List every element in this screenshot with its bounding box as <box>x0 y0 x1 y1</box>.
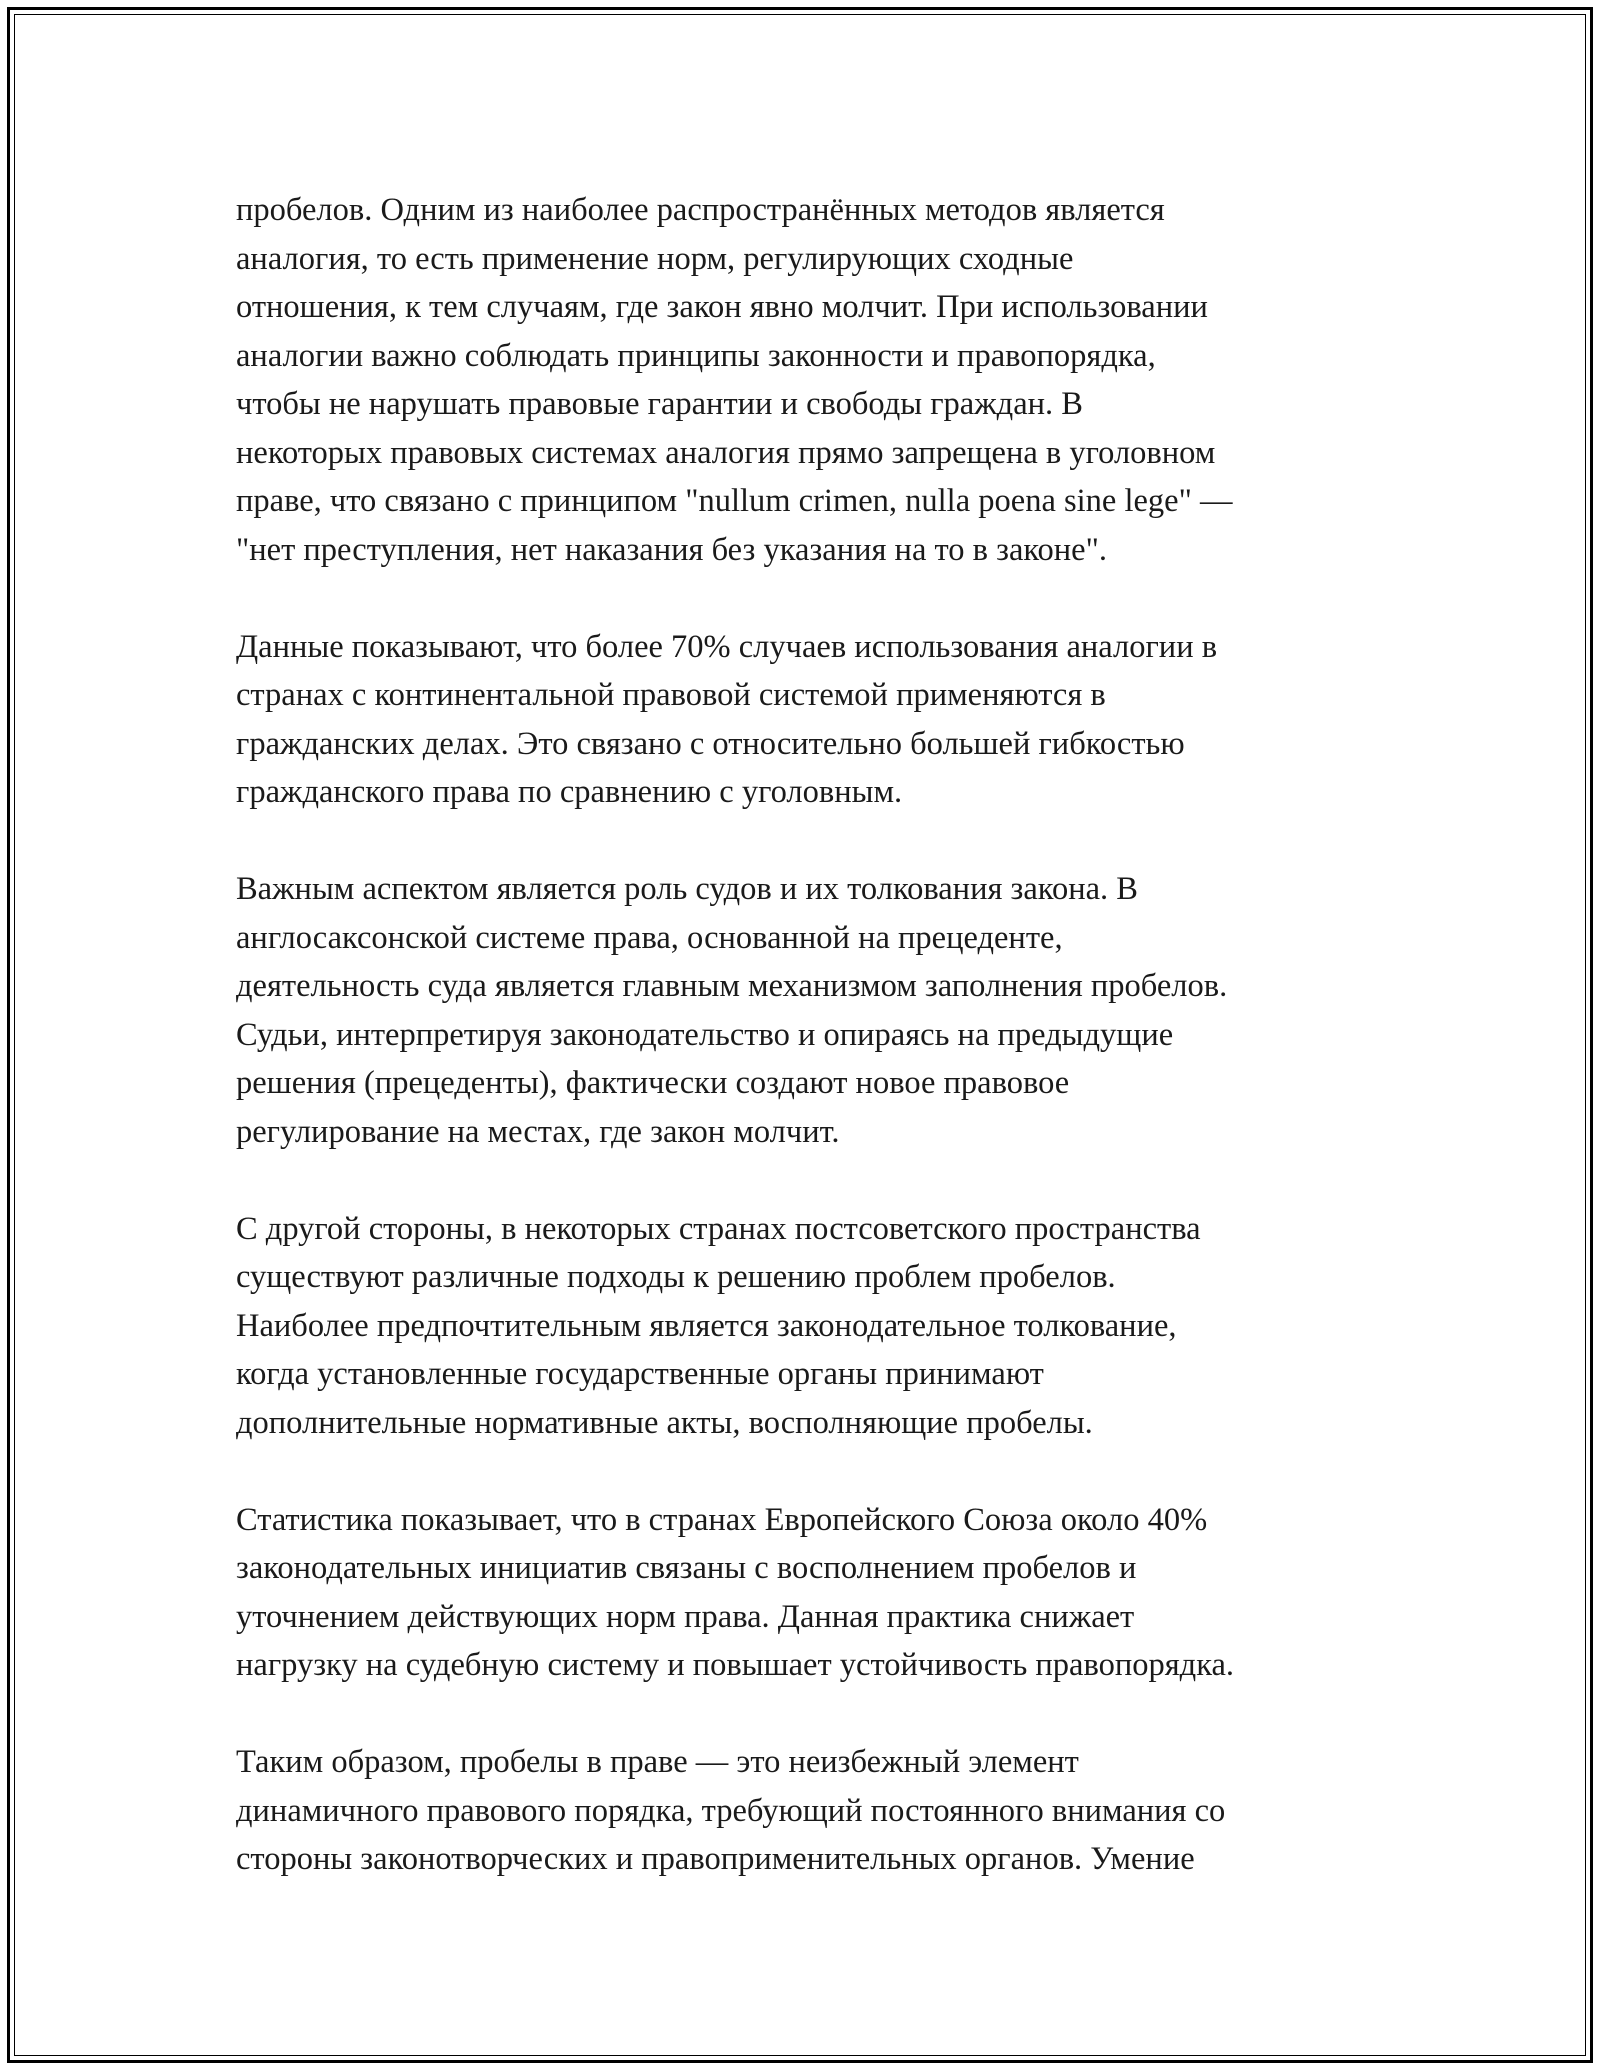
text-line: Судьи, интерпретируя законодательство и опираясь на предыдущие <box>236 1016 1174 1053</box>
text-line: странах с континентальной правовой системой применяются в <box>236 677 1106 713</box>
text-line: Наиболее предпочтительным является законодательное толкование, <box>236 1307 1177 1344</box>
text-line: англосаксонской системе права, основанной на прецеденте, <box>236 919 1063 956</box>
paragraph-3 <box>236 865 1396 1156</box>
text-line: существуют различные подходы к решению проблем пробелов. <box>236 1259 1116 1295</box>
text-line: регулирование на местах, где закон молчит. <box>236 1113 840 1150</box>
text-line: когда установленные государственные органы принимают <box>236 1356 1044 1392</box>
text-line: стороны законотворческих и правоприменительных органов. Умение <box>236 1841 1195 1877</box>
text-line: динамичного правового порядка, требующий постоянного внимания со <box>236 1792 1226 1829</box>
text-line: Данные показывают, что более 70% случаев использования аналогии в <box>236 628 1218 665</box>
text-line: Статистика показывает, что в странах Европейского Союза около 40% <box>236 1501 1208 1538</box>
text-line: решения (прецеденты), фактически создают новое правовое <box>236 1065 1070 1101</box>
text-line: законодательных инициатив связаны с восполнением пробелов и <box>236 1550 1137 1586</box>
text-line: деятельность суда является главным механизмом заполнения пробелов. <box>236 968 1228 1004</box>
text-line: праве, что связано с принципом "nullum crimen, nulla poena sine lege" — <box>236 483 1233 519</box>
text-line: гражданских делах. Это связано с относительно большей гибкостью <box>236 725 1185 762</box>
text-line: аналогия, то есть применение норм, регулирующих сходные <box>236 240 1074 277</box>
text-line: "нет преступления, нет наказания без указания на то в законе". <box>236 531 1107 568</box>
text-line: С другой стороны, в некоторых странах постсоветского пространства <box>236 1210 1201 1247</box>
paragraph-1 <box>236 186 1396 574</box>
text-line: пробелов. Одним из наиболее распространённых методов является <box>236 192 1165 228</box>
paragraph-4 <box>236 1205 1396 1448</box>
text-line: некоторых правовых системах аналогия прямо запрещена в уголовном <box>236 434 1216 471</box>
paragraph-2 <box>236 623 1396 817</box>
text-line: чтобы не нарушать правовые гарантии и свободы граждан. В <box>236 386 1083 422</box>
text-line: отношения, к тем случаям, где закон явно молчит. При использовании <box>236 289 1208 325</box>
paragraph-6 <box>236 1738 1396 1884</box>
text-line: Важным аспектом является роль судов и их толкования закона. В <box>236 871 1138 907</box>
text-line: нагрузку на судебную систему и повышает устойчивость правопорядка. <box>236 1647 1235 1683</box>
text-line: аналогии важно соблюдать принципы законности и правопорядка, <box>236 337 1156 374</box>
text-line: Таким образом, пробелы в праве — это неизбежный элемент <box>236 1744 1079 1780</box>
document-body <box>236 186 1396 1932</box>
text-line: дополнительные нормативные акты, восполняющие пробелы. <box>236 1404 1093 1441</box>
text-line: гражданского права по сравнению с уголовным. <box>236 774 903 810</box>
text-line: уточнением действующих норм права. Данная практика снижает <box>236 1598 1135 1635</box>
paragraph-5 <box>236 1496 1396 1690</box>
